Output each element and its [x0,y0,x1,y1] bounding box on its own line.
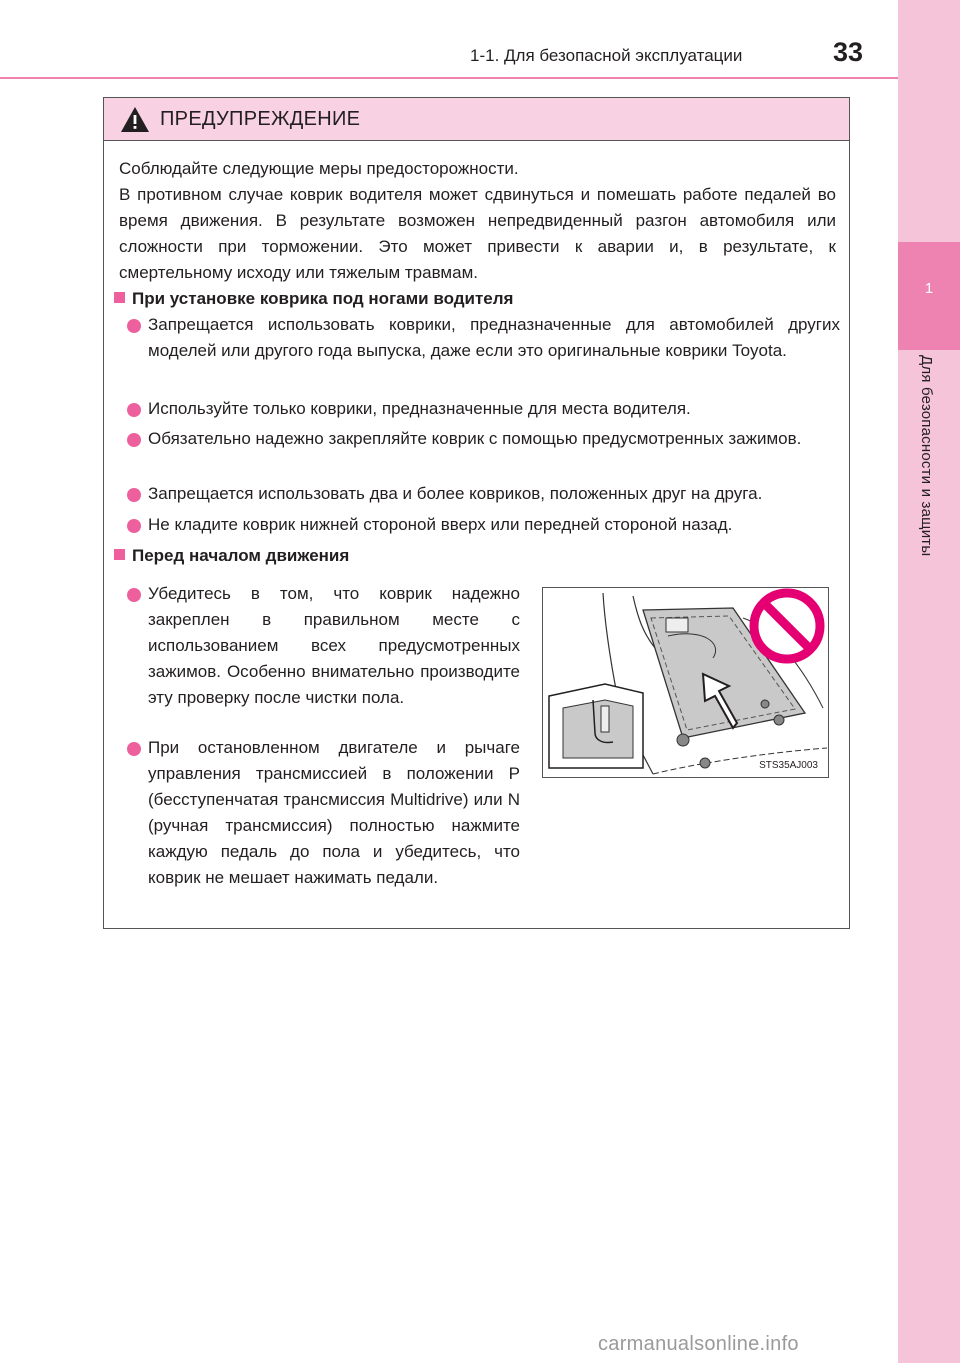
list-item: Используйте только коврики, предназначенные для места водителя. [148,399,691,418]
chapter-title [918,355,948,605]
list-item: Обязательно надежно закрепляйте коврик с помощью предусмотренных зажимов. [148,429,802,448]
watermark: carmanualsonline.info [598,1333,799,1355]
page-number: 33 [833,37,864,67]
intro-text: В противном случае коврик водителя может сдвинуться и помешать работе педалей во время движения. В результате возможен непредвиденный разгон автомобиля или сложности при торможении. Это может привести к аварии и, в результате, к смертельному исходу или тяжелым травмам. [119,185,836,282]
figure-id: STS35AJ003 [759,760,818,771]
round-bullet-icon [127,403,141,417]
chapter-number: 1 [924,280,934,297]
floor-mat-illustration [542,587,829,778]
section-heading [114,289,513,309]
round-bullet-icon [127,519,141,533]
section-title: Перед началом движения [132,546,350,565]
round-bullet-icon [127,488,141,502]
warning-intro [119,156,836,286]
intro-line: Соблюдайте следующие меры предосторожности. [119,159,519,178]
list-item: При остановленном двигателе и рычаге управления трансмиссией в положении P (бесступенчатая трансмиссия Multidrive) или N (ручная трансмиссия) полностью нажмите каждую педаль до пола и убедитесь, что коврик не мешает нажимать педали. [148,738,520,887]
header-section-title: 1-1. Для безопасной эксплуатации [470,46,743,65]
round-bullet-icon [127,433,141,447]
square-bullet-icon [114,549,125,560]
floor-mat-drawing [543,588,828,777]
warning-box [103,97,850,929]
warning-triangle-icon [120,106,150,133]
warning-header [104,98,849,141]
section-heading [114,546,349,566]
round-bullet-icon [127,319,141,333]
chapter-title-text: Для безопасности и защиты [918,355,935,557]
warning-title: ПРЕДУПРЕЖДЕНИЕ [160,108,361,130]
round-bullet-icon [127,742,141,756]
square-bullet-icon [114,292,125,303]
section-title: При установке коврика под ногами водителя [132,289,514,308]
round-bullet-icon [127,588,141,602]
sidebar-strip [898,0,960,1363]
list-item: Убедитесь в том, что коврик надежно закреплен в правильном месте с использованием всех предусмотренных зажимов. Особенно внимательно производите эту проверку после чистки пола. [148,584,520,707]
header-divider [0,77,898,79]
list-item: Запрещается использовать коврики, предназначенные для автомобилей других моделей или другого года выпуска, даже если это оригинальные коврики Toyota. [148,315,840,360]
list-item: Не кладите коврик нижней стороной вверх или передней стороной назад. [148,515,733,534]
list-item: Запрещается использовать два и более ковриков, положенных друг на друга. [148,484,763,503]
